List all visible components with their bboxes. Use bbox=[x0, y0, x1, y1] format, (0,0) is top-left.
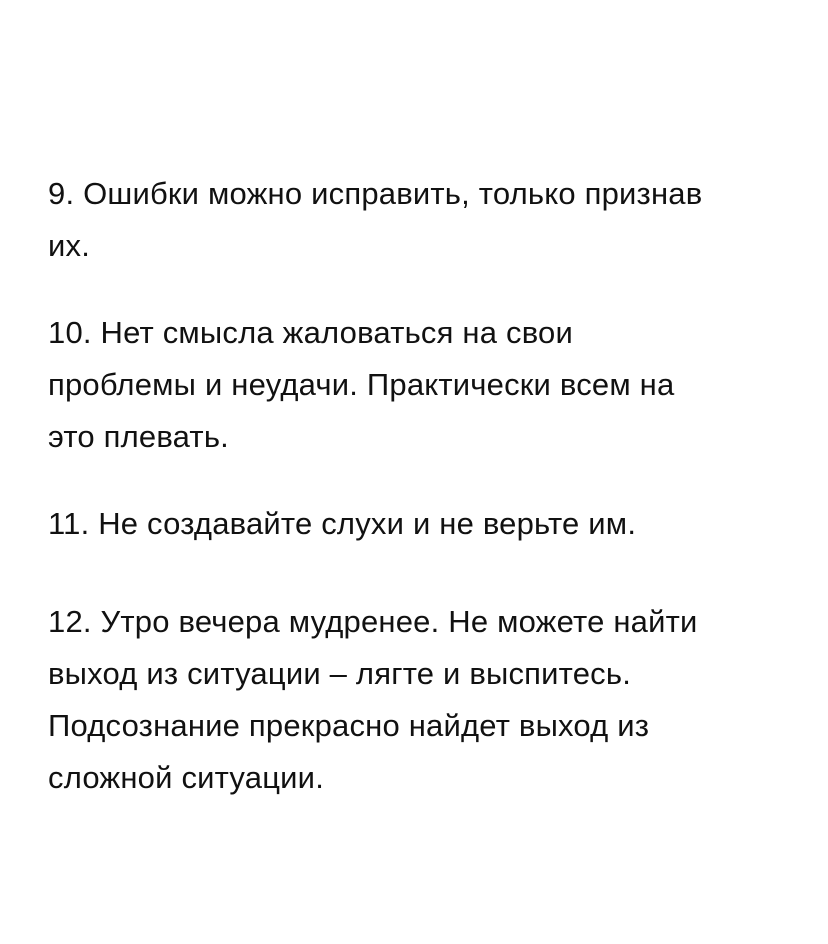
tip-9-paragraph bbox=[48, 168, 788, 272]
tip-line: 11. Не создавайте слухи и не верьте им. bbox=[48, 506, 637, 541]
tip-line: выход из ситуации – лягте и выспитесь. bbox=[48, 656, 632, 691]
tip-line: это плевать. bbox=[48, 419, 229, 454]
tip-10-paragraph bbox=[48, 307, 788, 463]
tip-line: 10. Нет смысла жаловаться на свои bbox=[48, 315, 573, 350]
tip-line: Подсознание прекрасно найдет выход из bbox=[48, 708, 650, 743]
tip-line: их. bbox=[48, 228, 91, 263]
tip-12-paragraph bbox=[48, 596, 788, 804]
tip-line: 9. Ошибки можно исправить, только признав bbox=[48, 176, 703, 211]
tip-line: 12. Утро вечера мудренее. Не можете найти bbox=[48, 604, 698, 639]
tip-line: проблемы и неудачи. Практически всем на bbox=[48, 367, 675, 402]
tip-line: сложной ситуации. bbox=[48, 760, 325, 795]
tip-11-paragraph bbox=[48, 498, 788, 550]
